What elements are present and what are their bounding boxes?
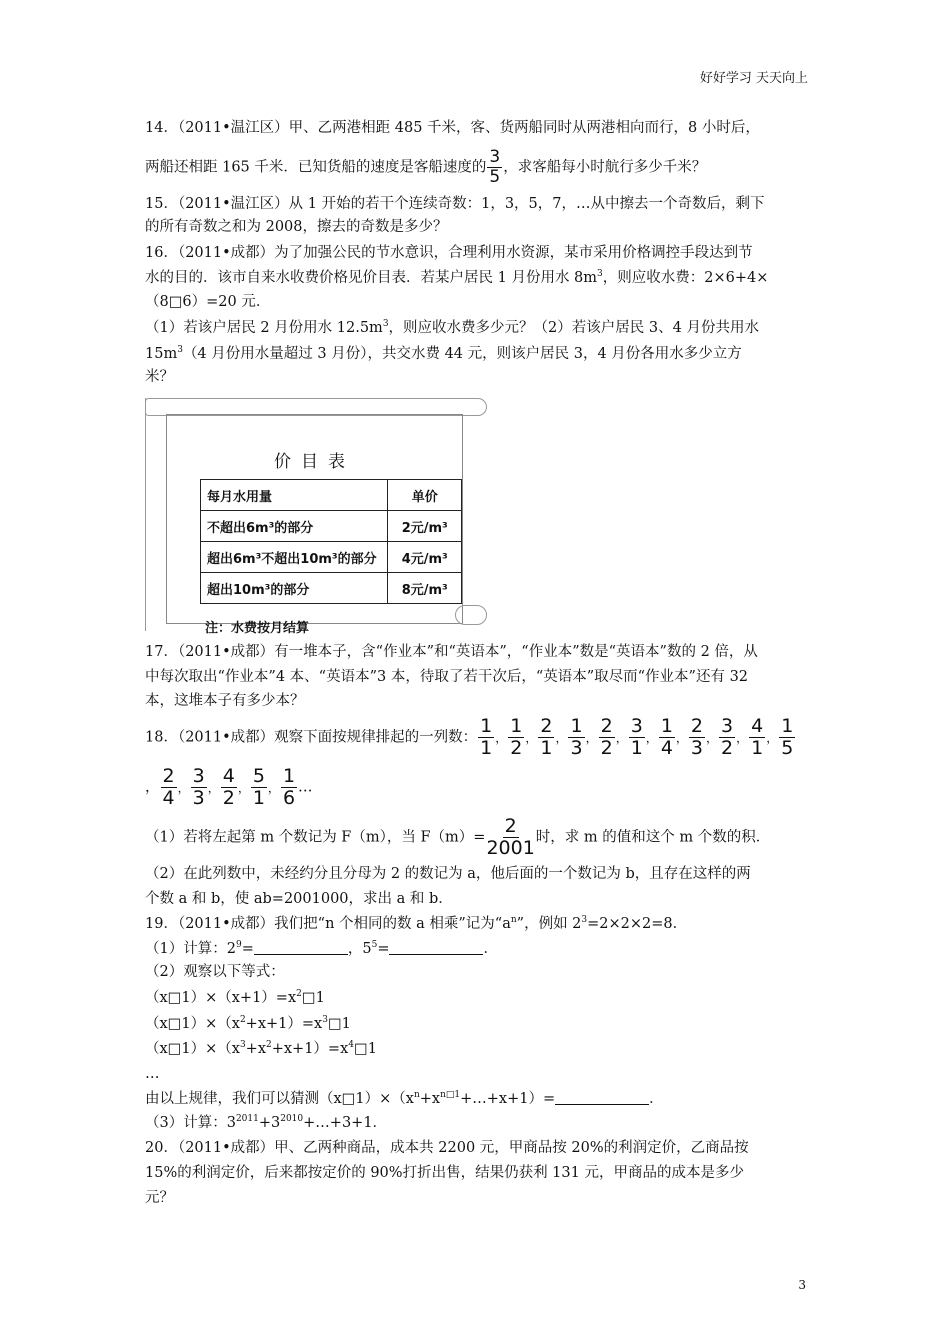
q16-line5: $15m^3(4$ 月份用水量超过 3 月份），共交水费 44 元，则该户居民 3，4 月份各用水多少立方 xyxy=(145,345,742,362)
q17-line3: 本，这堆本子有多少本？ xyxy=(145,693,305,709)
q19-eq3: $(x□1)\times(x^3+x^2+x+1)=x^4□1$ xyxy=(145,1040,377,1057)
q18-part1: （1）若将左起第 m 个数记为 F（m），当 F（m）= $\frac{2}{2001}$ 时，求 m 的值和这个 m 个数的积． xyxy=(145,815,771,859)
table-header-cell: 每月水用量 xyxy=(201,480,388,511)
q20-line1: 20．（2011•成都）甲、乙两种商品，成本共 2200 元，甲商品按 20%的利润定价，乙商品按 xyxy=(145,1140,749,1156)
q16-line3: （8□6）=20 元． xyxy=(145,294,271,310)
table-row xyxy=(201,511,462,542)
q14-line1: 14．（2011•温江区）甲、乙两港相距 485 千米，客、货两船同时从两港相向而行，8 小时后， xyxy=(145,120,760,136)
table-header-cell: 单价 xyxy=(388,480,462,511)
q16-line4: （1）若该户居民 2 月份用水 $12.5m^3$，则应收水费多少元？（2）若该户居民 3、4 月份共用水 xyxy=(145,319,759,336)
page-number: 3 xyxy=(798,1278,806,1292)
table-cell: 超出10m³的部分 xyxy=(201,573,388,604)
q18-sequence-1: $\frac{1}{1}$ ， $\frac{1}{2}$ ， $\frac{2}{1}$ ， $\frac{1}{3}$ ， $\frac{2}{2}$ ， $\frac{3}{1}$ ， $\frac{1}{4}$ ， $\frac{2}{3}$ ， $\frac{3}{2}$ ， $\frac{4}{1}$ ， $\frac{1}{5}$ xyxy=(480,715,794,759)
sequence-fraction: $\frac{3}{1}$ xyxy=(630,715,643,759)
sequence-fraction: $\frac{2}{2}$ xyxy=(600,715,613,759)
q15-line2: 的所有奇数之和为 2008，擦去的奇数是多少？ xyxy=(145,219,448,235)
table-row xyxy=(201,542,462,573)
table-row xyxy=(201,480,462,511)
sequence-fraction: $\frac{1}{3}$ xyxy=(570,715,583,759)
table-row xyxy=(201,573,462,604)
q19-dots: … xyxy=(145,1066,160,1082)
q20-line3: 元？ xyxy=(145,1190,174,1206)
q17-line1: 17．（2011•成都）有一堆本子，含“作业本”和“英语本”，“作业本”数是“英语本”数的 2 倍，从 xyxy=(145,644,758,660)
scroll-bottom-roll xyxy=(455,605,487,625)
sequence-fraction: $\frac{1}{5}$ xyxy=(781,715,794,759)
table-cell: 4元/m³ xyxy=(388,542,462,573)
sequence-fraction: $\frac{2}{4}$ xyxy=(162,765,175,809)
table-cell: 不超出6m³的部分 xyxy=(201,511,388,542)
sequence-fraction: $\frac{1}{6}$ xyxy=(282,765,296,809)
sequence-fraction: $\frac{2}{3}$ xyxy=(690,715,704,759)
price-table-note: 注：水费按月结算 xyxy=(205,621,310,636)
q18-sequence-2: $\frac{2}{4}$ ， $\frac{3}{3}$ ， $\frac{4}{2}$ ， $\frac{5}{1}$ ， $\frac{1}{6}$ xyxy=(162,765,296,809)
sequence-fraction: $\frac{1}{1}$ xyxy=(480,715,493,759)
q18-line2: ， $\frac{2}{4}$ ， $\frac{3}{3}$ ， $\frac{4}{2}$ ， $\frac{5}{1}$ ， $\frac{1}{6}$ … xyxy=(145,765,313,809)
sequence-fraction: $\frac{4}{1}$ xyxy=(751,715,764,759)
answer-blank[interactable] xyxy=(389,939,483,955)
sequence-fraction: $\frac{1}{2}$ xyxy=(510,715,523,759)
answer-blank[interactable] xyxy=(254,939,348,955)
q16-line6: 米？ xyxy=(145,369,174,385)
sequence-fraction: $\frac{3}{3}$ xyxy=(192,765,205,809)
q19-part3: （3）计算：$3^{2011}+3^{2010}+\dots+3+1$． xyxy=(145,1114,388,1131)
q17-line2: 中每次取出“作业本”4 本、“英语本”3 本，待取了若干次后，“英语本”取尽而“作业本”还有 32 xyxy=(145,669,749,685)
q18-part2-line2: 个数 a 和 b，使 ab=2001000，求出 a 和 b． xyxy=(145,891,453,907)
sequence-fraction: $\frac{3}{2}$ xyxy=(721,715,734,759)
q19-eq1: $(x□1)\times(x+1)=x^2□1$ xyxy=(145,989,325,1006)
price-table-figure xyxy=(145,398,493,636)
q19-part1: （1）计算：$2^9=$ ，$5^5=$ ． xyxy=(145,940,498,957)
q14-fraction: $\frac{3}{5}$ xyxy=(489,147,501,187)
price-table xyxy=(200,479,462,604)
price-table-title: 价目表 xyxy=(274,452,355,472)
q18-fraction: $\frac{2}{2001}$ xyxy=(486,815,535,859)
table-cell: 8元/m³ xyxy=(388,573,462,604)
sequence-fraction: $\frac{2}{1}$ xyxy=(540,715,553,759)
q14-line2: 两船还相距 165 千米．已知货船的速度是客船速度的 $\frac{3}{5}$ ，求客船每小时航行多少千米？ xyxy=(145,147,707,187)
q20-line2: 15%的利润定价，后来都按定价的 90%打折出售，结果仍获利 131 元，甲商品的成本是多少 xyxy=(145,1165,744,1181)
q19-part2: （2）观察以下等式： xyxy=(145,964,285,980)
scroll-frame xyxy=(166,414,463,636)
q19-intro: 19．（2011•成都）我们把“n 个相同的数 a 相乘”记为“$a^n$”，例如 $2^3=2\times 2\times 2=8$． xyxy=(145,915,688,932)
table-cell: 2元/m³ xyxy=(388,511,462,542)
sequence-fraction: $\frac{4}{2}$ xyxy=(222,765,235,809)
q18-line1: 18．（2011•成都）观察下面按规律排起的一列数： $\frac{1}{1}$ ， $\frac{1}{2}$ ， $\frac{2}{1}$ ， $\frac{1}{3}$ ， $\frac{2}{2}$ ， $\frac{3}{1}$ ， $\frac{1}{4}$ ， $\frac{2}{3}$ ， $\frac{3}{2}$ ， $\frac{4}{1}$ ， $\frac{1}{5}$ xyxy=(145,716,796,759)
sequence-fraction: $\frac{5}{1}$ xyxy=(252,765,265,809)
sequence-fraction: $\frac{1}{4}$ xyxy=(660,715,673,759)
q18-part2-line1: （2）在此列数中，未经约分且分母为 2 的数记为 a，他后面的一个数记为 b，且存在这样的两 xyxy=(145,866,751,882)
page-header: 好好学习 天天向上 xyxy=(699,71,808,86)
q15-line1: 15．（2011•温江区）从 1 开始的若干个连续奇数：1，3，5，7，…从中擦去一个奇数后，剩下 xyxy=(145,196,765,212)
q16-line1: 16．（2011•成都）为了加强公民的节水意识，合理利用水资源，某市采用价格调控手段达到节 xyxy=(145,245,753,261)
table-cell: 超出6m³不超出10m³的部分 xyxy=(201,542,388,573)
q16-line2: 水的目的．该市自来水收费价格见价目表．若某户居民 1 月份用水 $8m^3$，则应收水费：2×6+4× xyxy=(145,269,769,286)
answer-blank[interactable] xyxy=(555,1089,649,1105)
q19-guess: 由以上规律，我们可以猜测$(x□1)\times(x^n+x^{n□1}+\dots+x+1)=$ ． xyxy=(145,1090,664,1107)
q19-eq2: $(x□1)\times(x^2+x+1)=x^3□1$ xyxy=(145,1015,351,1032)
